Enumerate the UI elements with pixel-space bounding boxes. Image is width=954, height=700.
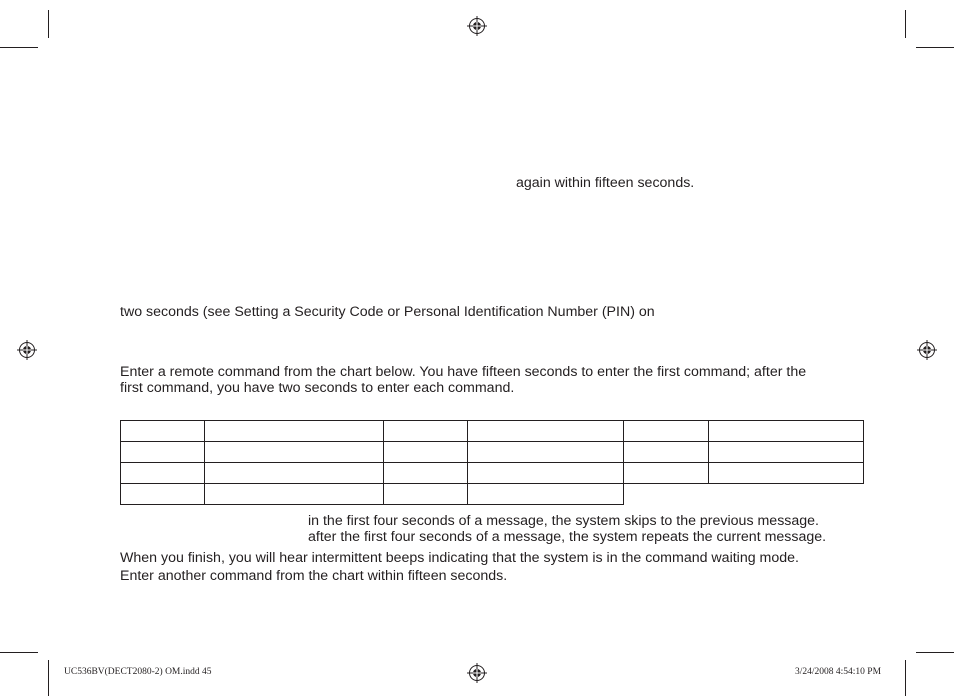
table-cell [205, 484, 384, 505]
crop-mark [0, 47, 38, 48]
table-cell [468, 484, 624, 505]
table-cell [121, 463, 205, 484]
table-cell [121, 421, 205, 442]
table-cell [468, 463, 624, 484]
note-line: after the first four seconds of a message, the system repeats the current message. [308, 529, 827, 545]
instruction-paragraph-line: Enter another command from the chart within fifteen seconds. [120, 568, 508, 584]
crop-mark [916, 47, 954, 48]
body-text-line: two seconds (see Setting a Security Code or Personal Identification Number (PIN) on [120, 304, 655, 320]
table-cell [709, 442, 864, 463]
crop-mark [48, 10, 49, 38]
note-line: in the first four seconds of a message, the system skips to the previous message. [308, 513, 819, 529]
crop-mark [905, 660, 906, 696]
table-cell [624, 421, 709, 442]
slug-timestamp: 3/24/2008 4:54:10 PM [795, 667, 882, 677]
table-cell [709, 463, 864, 484]
table-cell [468, 421, 624, 442]
instruction-paragraph-line: first command, you have two seconds to enter each command. [120, 380, 515, 396]
table-cell [624, 442, 709, 463]
table-cell [205, 463, 384, 484]
table-cell [384, 421, 468, 442]
slug-filename: UC536BV(DECT2080-2) OM.indd 45 [64, 667, 212, 677]
registration-mark-icon [917, 340, 937, 360]
table-cell [384, 463, 468, 484]
table-cell [468, 442, 624, 463]
table-row [121, 463, 864, 484]
instruction-paragraph-line: Enter a remote command from the chart below. You have fifteen seconds to enter the first command; after the [120, 364, 807, 380]
registration-mark-icon [17, 340, 37, 360]
table-cell [205, 442, 384, 463]
remote-command-table [120, 420, 864, 505]
crop-mark [905, 10, 906, 38]
table-cell [205, 421, 384, 442]
table-cell-empty [709, 484, 864, 505]
crop-mark [48, 660, 49, 696]
table-row [121, 442, 864, 463]
registration-mark-icon [467, 16, 487, 36]
table-cell [709, 421, 864, 442]
table-cell [624, 463, 709, 484]
table-cell-empty [624, 484, 709, 505]
registration-mark-icon [467, 663, 487, 683]
table-cell [121, 442, 205, 463]
table-row [121, 421, 864, 442]
crop-mark [0, 652, 38, 653]
body-text-line: again within fifteen seconds. [516, 175, 695, 191]
crop-mark [916, 652, 954, 653]
instruction-paragraph-line: When you finish, you will hear intermittent beeps indicating that the system is in the command waiting mode. [120, 550, 799, 566]
table-cell [384, 442, 468, 463]
table-cell [384, 484, 468, 505]
table-cell [121, 484, 205, 505]
table-row [121, 484, 864, 505]
